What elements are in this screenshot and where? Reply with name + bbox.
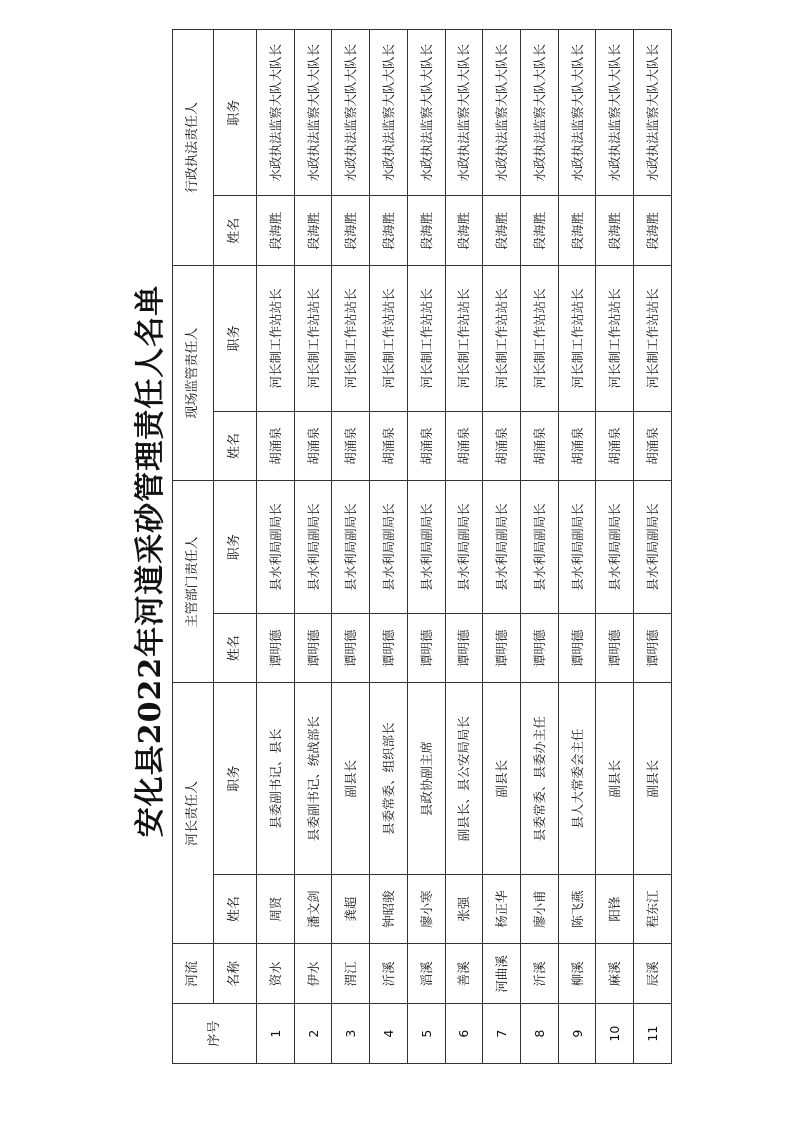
table-row [294,30,332,1064]
cell-river-name: 麻溪 [596,944,634,1004]
cell-dept-duty: 县水利局副局长 [257,481,295,614]
cell-river-name: 渭江 [332,944,370,1004]
header-duty: 职务 [214,266,257,412]
cell-river-name: 柳溪 [558,944,596,1004]
cell-river-chief-duty: 县委副书记、统战部长 [294,683,332,874]
cell-exec-name: 段海胜 [370,196,408,266]
cell-exec-duty: 水政执法监察大队大队长 [445,30,483,196]
cell-river-name: 滔溪 [407,944,445,1004]
cell-exec-name: 段海胜 [521,196,559,266]
cell-site-name: 胡涌泉 [483,411,521,481]
table-body [257,30,672,1064]
cell-river-chief-duty: 县人大常委会主任 [558,683,596,874]
cell-exec-duty: 水政执法监察大队大队长 [521,30,559,196]
cell-seq: 7 [483,1004,521,1064]
cell-dept-name: 谭明德 [445,613,483,683]
cell-site-duty: 河长制工作站站长 [294,266,332,412]
cell-river-chief-name: 杨正华 [483,874,521,944]
cell-seq: 10 [596,1004,634,1064]
header-duty: 职务 [214,683,257,874]
cell-seq: 6 [445,1004,483,1064]
cell-seq: 1 [257,1004,295,1064]
table-row [521,30,559,1064]
cell-river-chief-duty: 副县长 [596,683,634,874]
cell-exec-duty: 水政执法监察大队大队长 [483,30,521,196]
cell-dept-duty: 县水利局副局长 [332,481,370,614]
cell-exec-name: 段海胜 [332,196,370,266]
table-row [558,30,596,1064]
cell-river-chief-duty: 县委常委、县委办主任 [521,683,559,874]
cell-site-name: 胡涌泉 [596,411,634,481]
cell-seq: 9 [558,1004,596,1064]
cell-river-name: 资水 [257,944,295,1004]
cell-exec-duty: 水政执法监察大队大队长 [370,30,408,196]
cell-river-chief-name: 阳锋 [596,874,634,944]
header-duty: 职务 [214,30,257,196]
cell-river-chief-name: 廖小甫 [521,874,559,944]
cell-dept-duty: 县水利局副局长 [407,481,445,614]
cell-river-chief-duty: 副县长 [483,683,521,874]
cell-river-chief-name: 钟昭骏 [370,874,408,944]
cell-exec-duty: 水政执法监察大队大队长 [332,30,370,196]
cell-dept-duty: 县水利局副局长 [634,481,672,614]
cell-site-duty: 河长制工作站站长 [332,266,370,412]
header-river-top: 河流 [173,944,214,1004]
cell-exec-name: 段海胜 [596,196,634,266]
cell-site-duty: 河长制工作站站长 [634,266,672,412]
cell-site-name: 胡涌泉 [558,411,596,481]
cell-river-name: 伊水 [294,944,332,1004]
page-title: 安化县2022年河道采砂管理责任人名单 [133,284,168,838]
cell-site-duty: 河长制工作站站长 [445,266,483,412]
cell-seq: 3 [332,1004,370,1064]
cell-site-name: 胡涌泉 [294,411,332,481]
cell-dept-name: 谭明德 [294,613,332,683]
header-name: 姓名 [214,613,257,683]
cell-exec-name: 段海胜 [407,196,445,266]
cell-dept-name: 谭明德 [483,613,521,683]
header-group-dept: 主管部门责任人 [173,481,214,683]
cell-river-chief-name: 龚超 [332,874,370,944]
cell-dept-name: 谭明德 [407,613,445,683]
header-group-river-chief: 河长责任人 [173,683,214,944]
cell-dept-name: 谭明德 [634,613,672,683]
table-row [634,30,672,1064]
cell-river-chief-name: 潘文剑 [294,874,332,944]
header-duty: 职务 [214,481,257,614]
cell-exec-name: 段海胜 [445,196,483,266]
responsible-persons-table [172,29,672,1064]
cell-site-name: 胡涌泉 [407,411,445,481]
cell-river-chief-duty: 副县长 [332,683,370,874]
table-row [370,30,408,1064]
cell-river-chief-duty: 县委副书记、县长 [257,683,295,874]
cell-river-name: 善溪 [445,944,483,1004]
cell-site-name: 胡涌泉 [521,411,559,481]
cell-site-duty: 河长制工作站站长 [407,266,445,412]
header-group-site: 现场监管责任人 [173,266,214,481]
header-name: 姓名 [214,874,257,944]
cell-dept-name: 谭明德 [521,613,559,683]
cell-river-chief-duty: 副县长 [634,683,672,874]
cell-exec-name: 段海胜 [483,196,521,266]
cell-dept-name: 谭明德 [332,613,370,683]
cell-dept-duty: 县水利局副局长 [445,481,483,614]
cell-dept-name: 谭明德 [596,613,634,683]
table-row [445,30,483,1064]
cell-seq: 8 [521,1004,559,1064]
cell-site-name: 胡涌泉 [370,411,408,481]
cell-river-name: 沂溪 [370,944,408,1004]
cell-river-chief-duty: 副县长、县公安局局长 [445,683,483,874]
cell-exec-duty: 水政执法监察大队大队长 [558,30,596,196]
cell-dept-duty: 县水利局副局长 [521,481,559,614]
table-row [332,30,370,1064]
table-row [483,30,521,1064]
cell-river-chief-name: 陈飞燕 [558,874,596,944]
cell-exec-duty: 水政执法监察大队大队长 [257,30,295,196]
cell-site-duty: 河长制工作站站长 [596,266,634,412]
cell-river-name: 河曲溪 [483,944,521,1004]
table-row [596,30,634,1064]
header-river-bottom: 名称 [214,944,257,1004]
cell-site-duty: 河长制工作站站长 [257,266,295,412]
cell-exec-duty: 水政执法监察大队大队长 [407,30,445,196]
cell-site-name: 胡涌泉 [634,411,672,481]
header-name: 姓名 [214,196,257,266]
table-header [173,30,257,1064]
cell-exec-duty: 水政执法监察大队大队长 [634,30,672,196]
cell-seq: 2 [294,1004,332,1064]
cell-site-name: 胡涌泉 [445,411,483,481]
cell-site-duty: 河长制工作站站长 [521,266,559,412]
cell-exec-name: 段海胜 [257,196,295,266]
cell-seq: 4 [370,1004,408,1064]
header-group-exec: 行政执法责任人 [173,30,214,266]
header-name: 姓名 [214,411,257,481]
cell-river-chief-name: 张强 [445,874,483,944]
cell-dept-duty: 县水利局副局长 [370,481,408,614]
cell-dept-duty: 县水利局副局长 [558,481,596,614]
cell-dept-name: 谭明德 [370,613,408,683]
cell-river-chief-name: 周贤 [257,874,295,944]
cell-exec-name: 段海胜 [294,196,332,266]
table-row [407,30,445,1064]
cell-river-name: 沂溪 [521,944,559,1004]
cell-seq: 11 [634,1004,672,1064]
cell-river-chief-duty: 县委常委、组织部长 [370,683,408,874]
cell-dept-duty: 县水利局副局长 [596,481,634,614]
cell-exec-duty: 水政执法监察大队大队长 [596,30,634,196]
cell-site-duty: 河长制工作站站长 [483,266,521,412]
cell-exec-name: 段海胜 [634,196,672,266]
cell-river-chief-duty: 县政协副主席 [407,683,445,874]
cell-river-name: 辰溪 [634,944,672,1004]
cell-dept-duty: 县水利局副局长 [483,481,521,614]
table-row [257,30,295,1064]
cell-river-chief-name: 程东江 [634,874,672,944]
cell-site-duty: 河长制工作站站长 [558,266,596,412]
cell-exec-duty: 水政执法监察大队大队长 [294,30,332,196]
cell-river-chief-name: 廖小寒 [407,874,445,944]
header-seq: 序号 [173,1004,257,1064]
cell-exec-name: 段海胜 [558,196,596,266]
cell-dept-name: 谭明德 [558,613,596,683]
cell-site-name: 胡涌泉 [257,411,295,481]
cell-site-duty: 河长制工作站站长 [370,266,408,412]
cell-dept-name: 谭明德 [257,613,295,683]
cell-seq: 5 [407,1004,445,1064]
cell-dept-duty: 县水利局副局长 [294,481,332,614]
cell-site-name: 胡涌泉 [332,411,370,481]
